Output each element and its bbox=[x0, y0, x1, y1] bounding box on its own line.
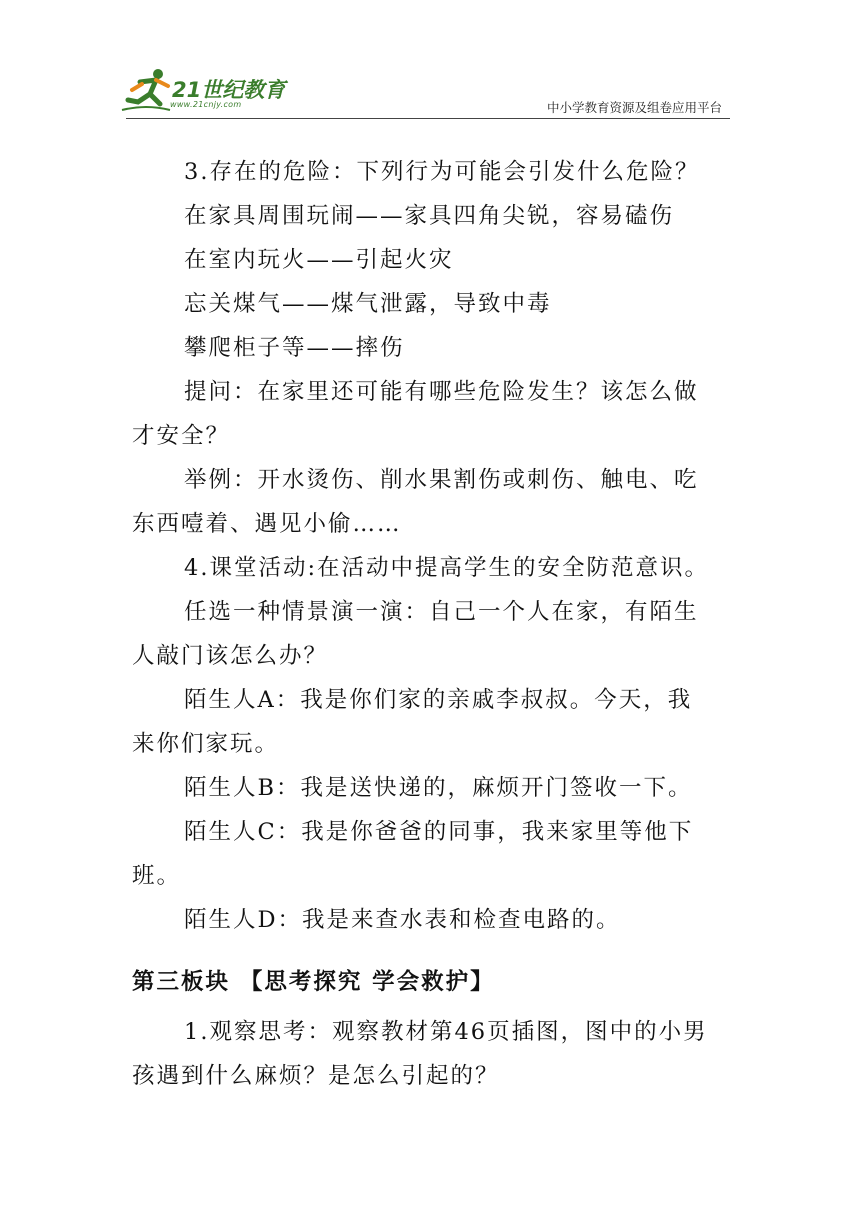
paragraph-line: 陌生人B：我是送快递的，麻烦开门签收一下。 bbox=[184, 775, 693, 801]
logo bbox=[120, 64, 320, 116]
paragraph-line: 孩遇到什么麻烦？是怎么引起的？ bbox=[132, 1063, 500, 1089]
section-title: 第三板块 【思考探究 学会救护】 bbox=[132, 969, 495, 995]
paragraph-line: 在室内玩火——引起火灾 bbox=[184, 247, 454, 273]
paragraph-line: 陌生人D：我是来查水表和检查电路的。 bbox=[184, 907, 621, 933]
paragraph-line: 陌生人C：我是你爸爸的同事，我来家里等他下 bbox=[184, 819, 694, 845]
paragraph-line: 陌生人A：我是你们家的亲戚李叔叔。今天，我 bbox=[184, 687, 693, 713]
document-body bbox=[132, 150, 732, 1098]
paragraph-line: 来你们家玩。 bbox=[132, 731, 280, 757]
logo-text: 21世纪教育 bbox=[172, 78, 286, 102]
paragraph-line: 才安全？ bbox=[132, 423, 231, 449]
paragraph-line: 提问：在家里还可能有哪些危险发生？该怎么做 bbox=[184, 379, 699, 405]
paragraph-line: 人敲门该怎么办？ bbox=[132, 643, 329, 669]
paragraph-line: 任选一种情景演一演：自己一个人在家，有陌生 bbox=[184, 599, 699, 625]
paragraph-line: 东西噎着、遇见小偷…… bbox=[132, 511, 402, 537]
platform-name: 中小学教育资源及组卷应用平台 bbox=[546, 100, 722, 115]
paragraph-line: 忘关煤气——煤气泄露，导致中毒 bbox=[184, 291, 552, 317]
paragraph-line: 1.观察思考：观察教材第46页插图，图中的小男 bbox=[184, 1019, 708, 1045]
paragraph-line: 3.存在的危险：下列行为可能会引发什么危险？ bbox=[184, 159, 700, 185]
paragraph-line: 4.课堂活动:在活动中提高学生的安全防范意识。 bbox=[184, 555, 710, 581]
paragraph-line: 班。 bbox=[132, 863, 182, 889]
logo-url: www.21cnjy.com bbox=[170, 100, 242, 109]
page-header bbox=[120, 64, 730, 120]
paragraph-line: 攀爬柜子等——摔伤 bbox=[184, 335, 405, 361]
paragraph-line: 在家具周围玩闹——家具四角尖锐，容易磕伤 bbox=[184, 203, 675, 229]
paragraph-line: 举例：开水烫伤、削水果割伤或刺伤、触电、吃 bbox=[184, 467, 699, 493]
header-divider bbox=[126, 118, 730, 119]
runner-logo-icon bbox=[120, 64, 176, 116]
